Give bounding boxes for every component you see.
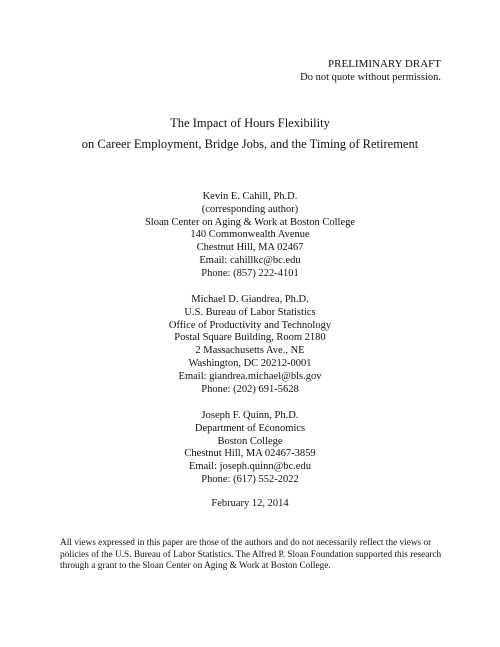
- paper-title: [0, 113, 500, 155]
- draft-notice-subtitle: Do not quote without permission.: [300, 72, 441, 83]
- author-phone: Phone: (857) 222-4101: [201, 267, 299, 279]
- author-department: Office of Productivity and Technology: [168, 319, 332, 331]
- author-affiliation: U.S. Bureau of Labor Statistics: [184, 306, 316, 318]
- author-address-line: Chestnut Hill, MA 02467-3859: [184, 448, 316, 460]
- draft-notice-title: PRELIMINARY DRAFT: [328, 58, 441, 70]
- author-email: Email: giandrea.michael@bls.gov: [178, 370, 322, 382]
- author-role: (corresponding author): [201, 203, 299, 215]
- author-address-line: Washington, DC 20212-0001: [188, 357, 312, 369]
- paper-title-line-2: on Career Employment, Bridge Jobs, and the Timing of Retirement: [81, 137, 419, 151]
- author-department: Department of Economics: [194, 422, 306, 434]
- author-phone: Phone: (617) 552-2022: [201, 473, 299, 485]
- paper-date: February 12, 2014: [211, 498, 289, 509]
- author-block-cahill: [0, 191, 500, 281]
- author-name: Kevin E. Cahill, Ph.D.: [202, 191, 298, 202]
- author-name: Michael D. Giandrea, Ph.D.: [191, 294, 309, 305]
- disclaimer-footnote: [60, 538, 460, 573]
- draft-notice: [300, 58, 441, 84]
- footnote-line: All views expressed in this paper are those of the authors and do not necessarily reflect the views or: [60, 538, 432, 548]
- author-block-giandrea: [0, 294, 500, 396]
- author-address-line: Postal Square Building, Room 2180: [174, 332, 326, 344]
- author-name: Joseph F. Quinn, Ph.D.: [201, 410, 299, 421]
- author-affiliation: Boston College: [217, 435, 283, 447]
- author-email: Email: joseph.quinn@bc.edu: [189, 461, 311, 473]
- paper-title-line-1: The Impact of Hours Flexibility: [170, 116, 330, 130]
- author-address-line: 140 Commonwealth Avenue: [190, 229, 310, 241]
- author-email: Email: cahillkc@bc.edu: [199, 254, 301, 266]
- footnote-line: policies of the U.S. Bureau of Labor Statistics. The Alfred P. Sloan Foundation supported this research: [60, 549, 442, 560]
- footnote-line: through a grant to the Sloan Center on Aging & Work at Boston College.: [60, 561, 331, 572]
- author-address-line: Chestnut Hill, MA 02467: [196, 242, 304, 254]
- author-address-line: 2 Massachusetts Ave., NE: [195, 345, 305, 357]
- author-phone: Phone: (202) 691-5628: [201, 383, 299, 395]
- author-block-quinn: [0, 410, 500, 487]
- author-affiliation: Sloan Center on Aging & Work at Boston College: [144, 216, 356, 228]
